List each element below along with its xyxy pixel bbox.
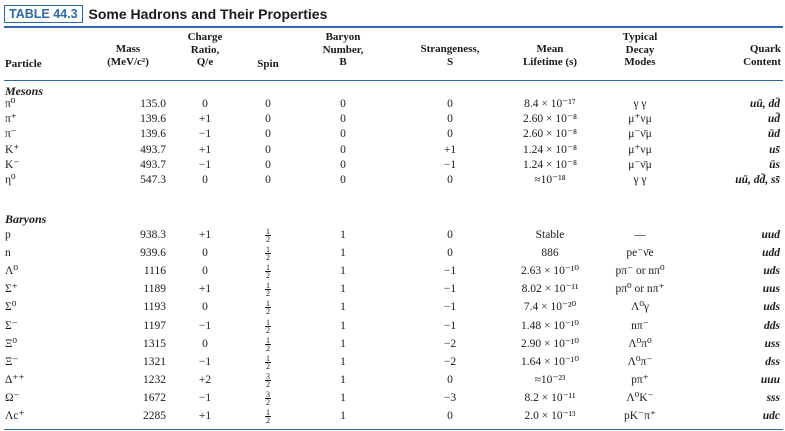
spin-cell: 0 — [265, 158, 271, 171]
baryon-number-cell: 0 — [340, 128, 346, 141]
particle-cell: Ω⁻ — [5, 391, 20, 404]
particle-cell: K⁻ — [5, 158, 20, 171]
strangeness-cell: −1 — [443, 265, 457, 278]
lifetime-cell: 886 — [541, 247, 559, 260]
baryon-number-cell: 1 — [340, 319, 346, 332]
baryon-number-cell: 0 — [340, 174, 346, 186]
table-row — [0, 300, 785, 315]
particle-cell: Σ⁻ — [5, 319, 18, 332]
table-row — [0, 337, 785, 352]
decay-mode-cell: Λ⁰K⁻ — [626, 391, 654, 404]
quark-content-cell: ud̄ — [767, 113, 780, 126]
strangeness-cell: +1 — [443, 143, 457, 156]
particle-cell: Λc⁺ — [5, 410, 25, 422]
quark-content-cell: us̄ — [769, 143, 780, 156]
spin-fraction: $\frac{1}{2}$ — [266, 227, 270, 244]
decay-mode-cell: pπ⁺ — [631, 373, 649, 386]
baryon-number-cell: 0 — [340, 98, 346, 110]
quark-content-cell: ūs — [769, 158, 780, 171]
lifetime-cell: 8.2 × 10⁻¹¹ — [524, 391, 576, 404]
table-number-tag: TABLE 44.3 — [4, 5, 83, 23]
mass-cell: 1315 — [143, 337, 166, 350]
charge-cell: −1 — [198, 158, 212, 171]
table-row — [0, 409, 785, 424]
charge-cell: +1 — [198, 283, 212, 296]
strangeness-cell: −1 — [443, 301, 457, 314]
charge-cell: −1 — [198, 128, 212, 141]
particle-cell: Σ⁺ — [5, 283, 18, 296]
header-charge: Charge Ratio, Q/e — [187, 31, 223, 68]
spin-fraction: $\frac{1}{2}$ — [266, 317, 270, 335]
spin-cell — [258, 282, 278, 297]
header-strangeness: Strangeness, S — [420, 43, 480, 68]
quark-content-cell: uss — [764, 337, 780, 350]
quark-content-cell: uū, dd̄ — [749, 98, 780, 110]
decay-mode-cell: μ⁺νμ — [628, 113, 652, 126]
charge-cell: 0 — [202, 98, 208, 110]
decay-mode-cell: γ γ — [633, 174, 647, 186]
quark-content-cell: dds — [764, 319, 780, 332]
quark-content-cell: uuu — [760, 373, 780, 386]
quark-content-cell: sss — [766, 391, 780, 404]
quark-content-cell: ūd — [767, 128, 780, 141]
baryon-number-cell: 1 — [340, 265, 346, 278]
charge-cell: 0 — [202, 301, 208, 314]
table-row — [0, 319, 785, 334]
strangeness-cell: 0 — [447, 113, 453, 126]
lifetime-cell: 2.63 × 10⁻¹⁰ — [521, 265, 579, 278]
spin-cell: 0 — [265, 128, 271, 141]
spin-cell — [258, 300, 278, 315]
header-quark-content: Quark Content — [743, 43, 781, 68]
decay-mode-cell: Λ⁰π⁰ — [628, 337, 652, 350]
lifetime-cell: 2.60 × 10⁻⁸ — [523, 128, 577, 141]
baryon-number-cell: 0 — [340, 143, 346, 156]
decay-mode-cell: nπ⁻ — [631, 319, 649, 332]
baryon-number-cell: 1 — [340, 391, 346, 404]
strangeness-cell: 0 — [447, 247, 453, 260]
header-lifetime: Mean Lifetime (s) — [522, 43, 578, 68]
table-row — [0, 112, 785, 127]
lifetime-cell: 7.4 × 10⁻²⁰ — [523, 301, 577, 314]
quark-content-cell: udd — [762, 247, 780, 260]
spin-cell — [258, 409, 278, 424]
spin-fraction: $\frac{1}{2}$ — [266, 408, 270, 425]
table-caption: Some Hadrons and Their Properties — [88, 6, 328, 22]
mass-cell: 2285 — [143, 410, 166, 422]
strangeness-cell: 0 — [447, 410, 453, 422]
strangeness-cell: 0 — [447, 229, 453, 241]
particle-cell: Σ⁰ — [5, 301, 17, 314]
decay-mode-cell: pK⁻π⁺ — [623, 410, 656, 422]
table-row — [0, 246, 785, 261]
particle-cell: Λ⁰ — [5, 265, 18, 278]
spin-cell: 0 — [265, 98, 271, 110]
header-mass: Mass (MeV/c²) — [107, 43, 149, 68]
spin-fraction: $\frac{3}{2}$ — [266, 389, 270, 407]
spin-fraction: $\frac{1}{2}$ — [266, 353, 270, 371]
charge-cell: +1 — [198, 113, 212, 126]
mass-cell: 1189 — [143, 283, 166, 296]
charge-cell: 0 — [202, 247, 208, 260]
quark-content-cell: uud — [761, 229, 780, 241]
lifetime-cell: 1.24 × 10⁻⁸ — [523, 143, 577, 156]
table-row — [0, 143, 785, 158]
lifetime-cell: 2.60 × 10⁻⁸ — [523, 113, 577, 126]
table-row — [0, 97, 785, 112]
mass-cell: 547.3 — [140, 174, 166, 186]
decay-mode-cell: γ γ — [633, 98, 647, 110]
particle-cell: K⁺ — [5, 143, 20, 156]
baryon-number-cell: 1 — [340, 229, 346, 241]
strangeness-cell: −2 — [443, 337, 457, 350]
table-row — [0, 355, 785, 370]
quark-content-cell: uds — [763, 301, 780, 314]
spin-fraction: $\frac{1}{2}$ — [266, 245, 270, 263]
decay-mode-cell: pπ⁰ or nπ⁺ — [615, 283, 665, 296]
lifetime-cell: Stable — [535, 229, 565, 241]
spin-cell: 0 — [265, 113, 271, 126]
spin-cell — [258, 228, 278, 243]
spin-cell — [258, 246, 278, 261]
baryon-number-cell: 0 — [340, 113, 346, 126]
strangeness-cell: 0 — [447, 373, 453, 386]
mass-cell: 1321 — [143, 355, 166, 368]
quark-content-cell: dss — [765, 355, 780, 368]
spin-fraction: $\frac{1}{2}$ — [266, 335, 270, 353]
particle-cell: Ξ⁻ — [5, 355, 19, 368]
charge-cell: 0 — [202, 337, 208, 350]
spin-cell — [258, 264, 278, 279]
baryon-number-cell: 1 — [340, 373, 346, 386]
mass-cell: 493.7 — [140, 158, 166, 171]
mass-cell: 139.6 — [140, 113, 166, 126]
decay-mode-cell: μ⁻ν̄μ — [628, 128, 652, 141]
lifetime-cell: 1.64 × 10⁻¹⁰ — [521, 355, 579, 368]
table-row — [0, 228, 785, 243]
charge-cell: −1 — [198, 391, 212, 404]
mass-cell: 1232 — [143, 373, 166, 386]
lifetime-cell: 2.0 × 10⁻¹³ — [524, 410, 576, 422]
lifetime-cell: 8.02 × 10⁻¹¹ — [521, 283, 579, 296]
particle-cell: Ξ⁰ — [5, 337, 18, 350]
spin-cell — [258, 355, 278, 370]
baryon-number-cell: 1 — [340, 410, 346, 422]
charge-cell: +1 — [198, 229, 212, 241]
quark-content-cell: uus — [762, 283, 780, 296]
table-title — [4, 4, 327, 24]
decay-mode-cell: pπ⁻ or nπ⁰ — [615, 265, 665, 278]
mass-cell: 938.3 — [140, 229, 166, 241]
lifetime-cell: 8.4 × 10⁻¹⁷ — [524, 98, 576, 110]
charge-cell: −1 — [198, 355, 212, 368]
charge-cell: −1 — [198, 319, 212, 332]
table-row — [0, 282, 785, 297]
quark-content-cell: uds — [763, 265, 780, 278]
header-spin: Spin — [257, 58, 279, 70]
baryon-number-cell: 1 — [340, 283, 346, 296]
baryon-number-cell: 1 — [340, 337, 346, 350]
baryon-number-cell: 0 — [340, 158, 346, 171]
table-row — [0, 127, 785, 142]
decay-mode-cell: μ⁺νμ — [628, 143, 652, 156]
strangeness-cell: 0 — [447, 128, 453, 141]
header-rule — [4, 80, 783, 81]
spin-cell: 0 — [265, 174, 271, 186]
table-row — [0, 391, 785, 406]
lifetime-cell: ≈10⁻²³ — [534, 373, 566, 386]
header-particle: Particle — [5, 58, 42, 70]
particle-cell: π⁺ — [5, 113, 17, 126]
table-row — [0, 158, 785, 173]
strangeness-cell: −2 — [443, 355, 457, 368]
spin-cell — [258, 391, 278, 406]
particle-cell: p — [5, 229, 11, 241]
lifetime-cell: ≈10⁻¹⁸ — [534, 174, 566, 186]
table-row — [0, 173, 785, 188]
mass-cell: 493.7 — [140, 143, 166, 156]
spin-fraction: $\frac{1}{2}$ — [266, 281, 270, 299]
particle-cell: π⁻ — [5, 128, 17, 141]
baryon-number-cell: 1 — [340, 247, 346, 260]
baryon-number-cell: 1 — [340, 301, 346, 314]
baryon-number-cell: 1 — [340, 355, 346, 368]
mass-cell: 1197 — [143, 319, 166, 332]
charge-cell: +2 — [198, 373, 212, 386]
spin-cell — [258, 337, 278, 352]
table-row — [0, 373, 785, 388]
mass-cell: 139.6 — [140, 128, 166, 141]
mass-cell: 1193 — [143, 301, 166, 314]
quark-content-cell: uū, dd̄, ss̄ — [735, 174, 780, 186]
strangeness-cell: 0 — [447, 98, 453, 110]
spin-fraction: $\frac{1}{2}$ — [266, 263, 270, 281]
decay-mode-cell: pe⁻ν̄e — [626, 247, 654, 260]
decay-mode-cell: Λ⁰π⁻ — [627, 355, 653, 368]
section-baryons: Baryons — [5, 212, 47, 226]
decay-mode-cell: — — [634, 229, 646, 241]
lifetime-cell: 2.90 × 10⁻¹⁰ — [521, 337, 579, 350]
mass-cell: 939.6 — [140, 247, 166, 260]
spin-fraction: $\frac{1}{2}$ — [266, 299, 270, 317]
bottom-rule — [4, 429, 783, 430]
particle-cell: Δ⁺⁺ — [5, 373, 25, 386]
charge-cell: +1 — [198, 143, 212, 156]
spin-cell — [258, 319, 278, 334]
table-row — [0, 264, 785, 279]
header-baryon-number: Baryon Number, B — [322, 31, 364, 68]
mass-cell: 135.0 — [140, 98, 166, 110]
lifetime-cell: 1.24 × 10⁻⁸ — [523, 158, 577, 171]
mass-cell: 1672 — [143, 391, 166, 404]
charge-cell: +1 — [198, 410, 212, 422]
mass-cell: 1116 — [143, 265, 166, 278]
spin-fraction: $\frac{3}{2}$ — [266, 371, 270, 389]
charge-cell: 0 — [202, 265, 208, 278]
particle-cell: π⁰ — [5, 98, 16, 110]
charge-cell: 0 — [202, 174, 208, 186]
section-mesons: Mesons — [5, 84, 44, 98]
header-decay-modes: Typical Decay Modes — [622, 31, 658, 68]
strangeness-cell: −1 — [443, 158, 457, 171]
decay-mode-cell: Λ⁰γ — [630, 301, 650, 314]
decay-mode-cell: μ⁻ν̄μ — [628, 158, 652, 171]
particle-cell: η⁰ — [5, 174, 16, 186]
top-rule — [4, 26, 783, 28]
quark-content-cell: udc — [762, 410, 780, 422]
strangeness-cell: 0 — [447, 174, 453, 186]
spin-cell: 0 — [265, 143, 271, 156]
strangeness-cell: −3 — [443, 391, 457, 404]
strangeness-cell: −1 — [443, 283, 457, 296]
particle-cell: n — [5, 247, 11, 260]
lifetime-cell: 1.48 × 10⁻¹⁰ — [521, 319, 579, 332]
strangeness-cell: −1 — [443, 319, 457, 332]
spin-cell — [258, 373, 278, 388]
